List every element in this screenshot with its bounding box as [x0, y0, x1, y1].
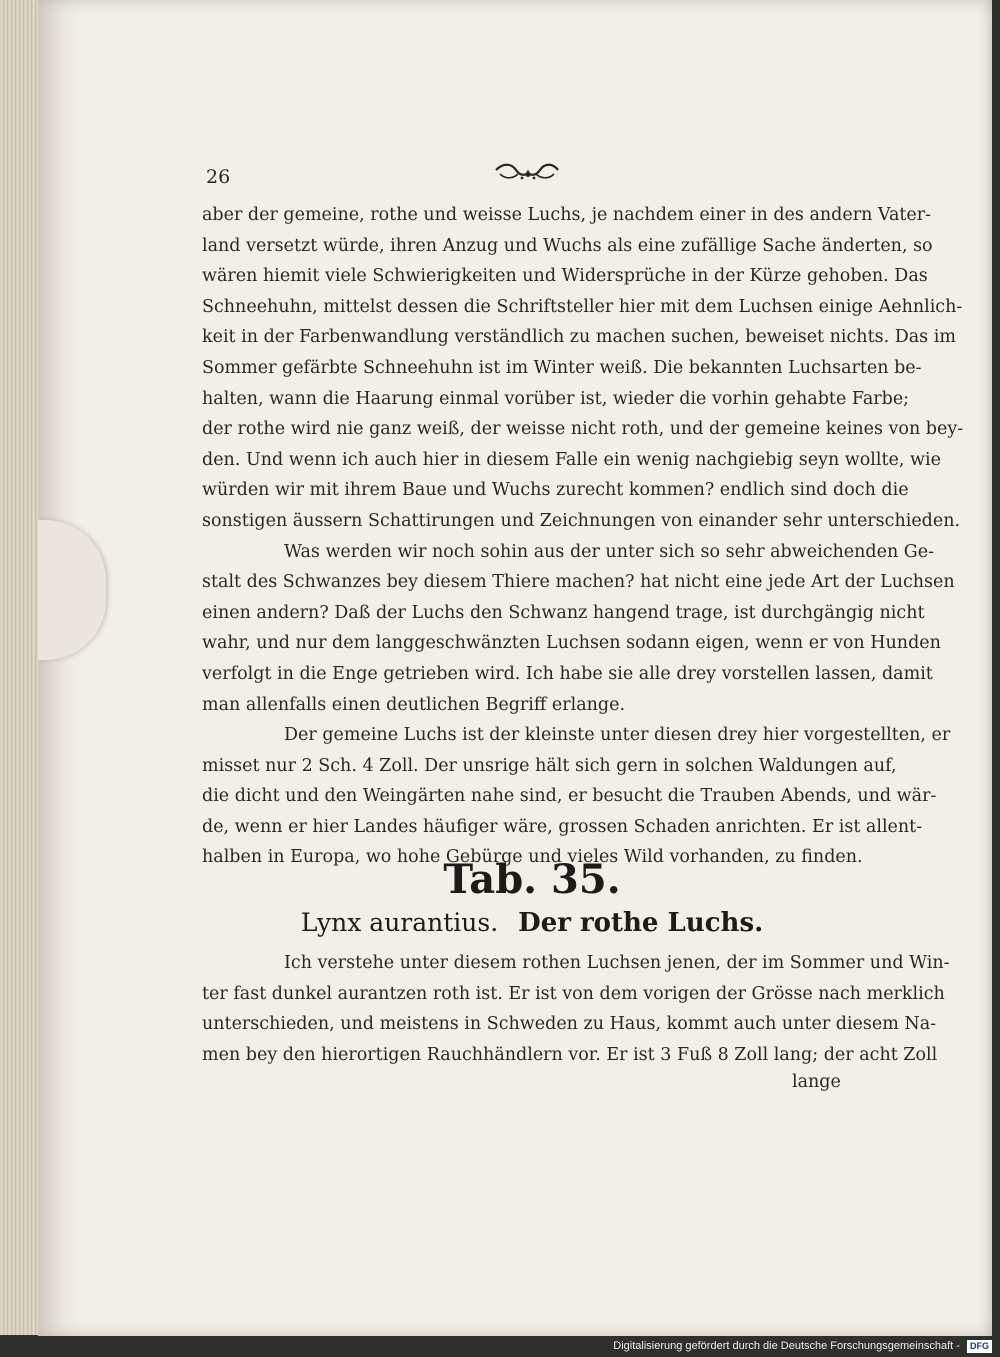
- text-line: halben in Europa, wo hohe Gebürge und vieles Wild vorhanden, zu finden.: [202, 847, 863, 868]
- page-number: 26: [206, 166, 231, 188]
- paragraph-3: [202, 720, 951, 873]
- text-line: men bey den hierortigen Rauchhändlern vor. Er ist 3 Fuß 8 Zoll lang; der acht Zoll: [202, 1044, 938, 1065]
- text-line: aber der gemeine, rothe und weisse Luchs, je nachdem einer in des andern Vater-: [202, 205, 932, 225]
- text-line: Sommer gefärbte Schneehuhn ist im Winter weiß. Die bekannten Luchsarten be-: [202, 357, 922, 378]
- dfg-logo: DFG: [967, 1340, 992, 1353]
- body-text: [202, 200, 964, 873]
- text-line: Der gemeine Luchs ist der kleinste unter diesen drey hier vorgestellten, er: [284, 725, 951, 746]
- species-heading: [202, 908, 862, 938]
- paragraph-4: [202, 948, 950, 1070]
- section-text: [202, 948, 950, 1070]
- plate-heading: Tab. 35.: [443, 856, 621, 903]
- text-line: Ich verstehe unter diesem rothen Luchsen jenen, der im Sommer und Win-: [284, 953, 950, 973]
- german-name: Der rothe Luchs.: [518, 908, 764, 938]
- catchword: lange: [792, 1072, 841, 1092]
- text-line: stalt des Schwanzes bey diesem Thiere machen? hat nicht eine jede Art der Luchsen: [202, 572, 955, 593]
- text-line: wahr, und nur dem langgeschwänzten Luchsen sodann eigen, wenn er von Hunden: [202, 633, 941, 654]
- text-line: die dicht und den Weingärten nahe sind, er besucht die Trauben Abends, und wär-: [202, 786, 937, 807]
- text-line: de, wenn er hier Landes häufiger wäre, grossen Schaden anrichten. Er ist allent-: [202, 816, 923, 837]
- text-line: unterschieden, und meistens in Schweden zu Haus, kommt auch unter diesem Na-: [202, 1014, 937, 1035]
- text-line: würden wir mit ihrem Baue und Wuchs zurecht kommen? endlich sind doch die: [202, 480, 909, 501]
- text-line: der rothe wird nie ganz weiß, der weisse nicht roth, und der gemeine keines von bey-: [202, 419, 964, 440]
- text-line: einen andern? Daß der Luchs den Schwanz hangend trage, ist durchgängig nicht: [202, 602, 925, 623]
- text-line: land versetzt würde, ihren Anzug und Wuchs als eine zufällige Sache änderten, so: [202, 235, 933, 256]
- digitization-footer: [0, 1336, 1000, 1357]
- text-line: wären hiemit viele Schwierigkeiten und Widersprüche in der Kürze gehoben. Das: [202, 266, 928, 287]
- text-line: Schneehuhn, mittelst dessen die Schriftsteller hier mit dem Luchsen einige Aehnlich-: [202, 296, 963, 317]
- book-page-edges: [0, 0, 40, 1335]
- text-line: ter fast dunkel aurantzen roth ist. Er ist von dem vorigen der Grösse nach merklich: [202, 983, 945, 1004]
- paragraph-2: [202, 537, 955, 721]
- text-line: Was werden wir noch sohin aus der unter sich so sehr abweichenden Ge-: [284, 541, 935, 562]
- text-line: keit in der Farbenwandlung verständlich zu machen suchen, beweiset nichts. Das im: [202, 327, 956, 348]
- latin-name: Lynx aurantius.: [300, 908, 499, 937]
- text-line: verfolgt in die Enge getrieben wird. Ich habe sie alle drey vorstellen lassen, damit: [202, 663, 933, 684]
- footer-text: Digitalisierung gefördert durch die Deutsche Forschungsgemeinschaft -: [613, 1340, 960, 1352]
- text-line: man allenfalls einen deutlichen Begriff erlange.: [202, 694, 626, 715]
- text-line: misset nur 2 Sch. 4 Zoll. Der unsrige hält sich gern in solchen Waldungen auf,: [202, 755, 897, 776]
- paragraph-1: [202, 200, 964, 537]
- text-line: den. Und wenn ich auch hier in diesem Falle ein wenig nachgiebig seyn wollte, wie: [202, 449, 941, 470]
- ornament-icon: [492, 160, 562, 184]
- text-line: halten, wann die Haarung einmal vorüber ist, wieder die vorhin gehabte Farbe;: [202, 388, 910, 409]
- text-line: sonstigen äussern Schattirungen und Zeichnungen von einander sehr unterschieden.: [202, 510, 961, 531]
- bookmark-ribbon: [38, 520, 106, 660]
